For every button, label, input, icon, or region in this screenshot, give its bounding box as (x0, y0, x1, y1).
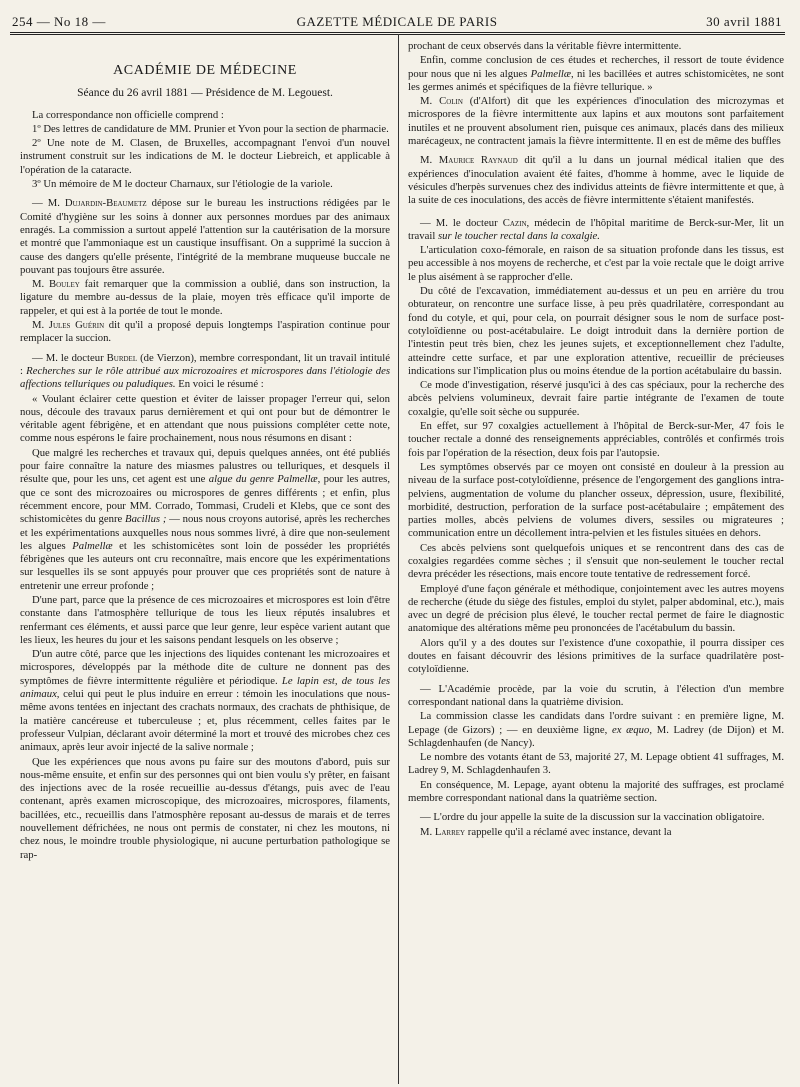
paragraph: Que malgré les recherches et travaux qui, depuis quelques années, ont été publiés pour faire connaître la nature des miasmes palustres ou telluriques, et desquels il résulte que, pour les uns, cet agent est une algue du genre Palmellæ, pour les autres, que ce sont des microzoaires ou microspores de genres différents ; et enfin, plus récemment encore, pour MM. Corrado, Tommasi, Crudeli et Klebs, que ce sont des schistomicètes du genre Bacillus ; — nous nous croyons autorisé, après les recherches et les expérimentations auxquelles nous nous sommes livré, à dire que non-seulement les algues Palmellæ et les schistomicètes sont loin de posséder les propriétés fébrigènes que les auteurs ont cru reconnaître, mais encore que les expérimentations sur lesquelles ils se sont appuyés pour prouver que ces propriétés sont de nature à entretenir une erreur profonde ; (20, 446, 390, 592)
speaker-name: M. Maurice Raynaud (420, 154, 518, 167)
speaker-name: Cazin (502, 216, 527, 229)
speaker-name: Burdel (106, 351, 138, 364)
paragraph: L'articulation coxo-fémorale, en raison de sa situation profonde dans les tissus, est peu accessible à nos moyens de recherche, et c'est par la voie rectale que le doigt arrive le plus aisément à se rapprocher d'elle. (408, 244, 784, 283)
paragraph: prochant de ceux observés dans la véritable fièvre intermittente. (408, 40, 682, 52)
column-divider (398, 34, 399, 1084)
paragraph: Les symptômes observés par ce moyen ont consisté en douleur à la pression au niveau de la surface post-cotyloïdienne, présence de l'engorgement des ganglions intra-pelviens, augmentation de volume du plancher osseux, dépression, usure, flexibilité, morbidité, destruction, perforation de la surface post-acétabulaire ; empâtement des parties molles, abcès pelviens de volumes divers, sessiles ou migrateures ; communication entre un décollement intra-pelvien et les fistules situées en dehors. (408, 460, 784, 540)
journal-title: GAZETTE MÉDICALE DE PARIS (296, 14, 498, 29)
paragraph: 3º Un mémoire de M le docteur Charnaux, sur l'étiologie de la variole. (32, 178, 333, 191)
paragraph: M. Colin (d'Alfort) dit que les expériences d'inoculation des microzymas et microspores de la fièvre intermittente aux lapins et aux moutons sont parfaitement inutiles et ne prouvent absolument rien, puisque ces animaux, placés dans des milieux marécageux, ne contractent jamais la fièvre intermittente. Il en est de même des buffles (408, 95, 784, 148)
paragraph: Enfin, comme conclusion de ces études et recherches, il ressort de toute évidence pour nous que ni les algues Palmellæ, ni les bacillées et autres schistomicètes, ne sont les germes animés et spécifiques de la fièvre tellurique. » (408, 54, 784, 93)
paragraph: Alors qu'il y a des doutes sur l'existence d'une coxopathie, il pourra dissiper ces doutes en faisant découvrir des lésions primitives de la surface quadrilatère post-cotyloïdienne. (408, 636, 784, 676)
paragraph: M. Maurice Raynaud dit qu'il a lu dans un journal médical italien que des expériences d'inoculation avaient été faites, d'homme à homme, avec le liquide de vésicules d'herpès survenues chez des individus atteints de fièvre intermittente et que, à la suite de ces inoculations, des accès de fièvre intermittente s'étaient manifestés. (408, 154, 784, 207)
seance-line: Séance du 26 avril 1881 — Présidence de M. Legouest. (77, 87, 333, 100)
paragraph: M. Bouley fait remarquer que la commission a oublié, dans son instruction, la ligature du membre au-dessus de la plaie, moyen très efficace qu'il importe de rappeler, et qui est à la portée de tout le monde. (20, 278, 390, 317)
speaker-name: M. Larrey (420, 825, 466, 838)
issue-date: 30 avril 1881 (706, 14, 782, 29)
section-title: ACADÉMIE DE MÉDECINE (113, 63, 297, 78)
work-title: sur le toucher rectal dans la coxalgie. (437, 229, 600, 242)
paragraph: M. Larrey rappelle qu'il a réclamé avec instance, devant la (420, 825, 672, 838)
paragraph: 1º Des lettres de candidature de MM. Prunier et Yvon pour la section de pharmacie. (32, 122, 389, 135)
paragraph: La commission classe les candidats dans l'ordre suivant : en première ligne, M. Lepage (de Gizors) ; — en deuxième ligne, ex æquo, M. Ladrey (de Dijon) et M. Schlagdenhaufen (de Nancy). (408, 710, 784, 749)
paragraph: — L'ordre du jour appelle la suite de la discussion sur la vaccination obligatoire. (420, 811, 765, 824)
paragraph: En conséquence, M. Lepage, ayant obtenu la majorité des suffrages, est proclamé membre correspondant national dans la quatrième section. (408, 778, 784, 805)
paragraph: — M. le docteur Cazin, médecin de l'hôpital maritime de Berck-sur-Mer, lit un travail sur le toucher rectal dans la coxalgie. (408, 216, 784, 242)
speaker-name: — M. Dujardin-Beaumetz (32, 197, 147, 210)
left-column (20, 40, 390, 1085)
paragraph: 2º Une note de M. Clasen, de Bruxelles, accompagnant l'envoi d'un nouvel instrument construit sur les indications de M. le docteur Liebreich, et applicable à l'opération de la cataracte. (20, 137, 390, 176)
paragraph: Que les expériences que nous avons pu faire sur des moutons d'abord, puis sur nous-même ensuite, et enfin sur des personnes qui ont bien voulu s'y prêter, en faisant des injections avec de la rosée recueillie au-dessus d'étangs, puis avec de l'eau contenant, après examen microscopique, des microzoaires, microspores, filaments, bacillées, etc., recueillis dans l'atmosphère reposant au-dessus de marais et de terres nouvellement défrichées, ne nous ont permis de constater, ni chez les moutons, ni chez nous, le moindre trouble physiologique, ni aucune perturbation pathologique se rap- (20, 755, 390, 861)
paragraph: — L'Académie procède, par la voie du scrutin, à l'élection d'un membre correspondant national dans la quatrième division. (408, 682, 784, 708)
right-column (408, 40, 784, 1085)
page-number: 254 — No 18 — (12, 14, 106, 29)
paragraph: Employé d'une façon générale et méthodique, conjointement avec les autres moyens de recherche (étude du siège des fistules, emploi du stylet, palper abdominal, etc.), mais avec un degré de précision plus élevé, le toucher rectal permet de faire le diagnostic anatomique des altérations même peu prononcées de l'acétabulum du bassin. (408, 582, 784, 635)
paragraph: En effet, sur 97 coxalgies actuellement à l'hôpital de Berck-sur-Mer, 47 fois le toucher rectale a donné des renseignements appréciables, contrôlés et confirmés trois fois par l'opération de la résection, deux fois par l'autopsie. (408, 420, 784, 459)
paragraph: Ce mode d'investigation, réservé jusqu'ici à des cas spéciaux, pour la recherche des abcès pelviens volumineux, devrait faire partie intégrante de l'examen de toute coxalgie, qu'elle soit sèche ou suppurée. (408, 379, 784, 418)
paragraph: Du côté de l'excavation, immédiatement au-dessus et un peu en arrière du trou obturateur, on rencontre une surface lisse, à peu près quadrilatère, correspondant au fond du cotyle, et qui, pour cela, on pourrait désigner sous le nom de surface post-cotyloïdienne ou post-acétabulaire. Le doigt introduit dans la dernière portion de l'intestin peut très bien, chez les jeunes sujets, et exceptionnellement chez l'adulte, atteindre cette surface, et par une exploration attentive, recueillir de précieuses indications sur l'implication plus ou moins étendue de la portion acétabulaire du bassin. (408, 285, 784, 377)
page-header (12, 8, 782, 30)
paragraph: — M. Dujardin-Beaumetz dépose sur le bureau les instructions rédigées par le Comité d'hygiène sur les soins à donner aux personnes mordues par des animaux enragés. La commission a surtout appelé l'attention sur la cautérisation de la morsure et montré que l'ammoniaque est un caustique insuffisant. On a supprimé la succion à cause des dangers qu'elle présente, l'intégrité de la membrane muqueuse buccale ne pouvant pas toujours être assurée. (20, 197, 390, 276)
speaker-name: M. Jules Guérin (32, 319, 105, 332)
paragraph: Ces abcès pelviens sont quelquefois uniques et se rencontrent dans des cas de coxalgies regardées comme sèches ; il s'ensuit que non-seulement le toucher rectal devra précéder les résections, mais encore toute tentative de redressement forcé. (408, 541, 784, 581)
speaker-name: M. Colin (420, 95, 463, 108)
speaker-name: M. Bouley (32, 278, 80, 291)
paragraph: M. Jules Guérin dit qu'il a proposé depuis longtemps l'aspiration continue pour remplacer la succion. (20, 319, 390, 345)
paragraph: Le nombre des votants étant de 53, majorité 27, M. Lepage obtient 41 suffrages, M. Ladrey 9, M. Schlagdenhaufen 3. (408, 751, 784, 777)
paragraph: D'une part, parce que la présence de ces microzoaires et microspores est loin d'être constante dans l'atmosphère tellurique de tous les lieux réputés insalubres et renfermant ces éléments, et aussi parce que leur genre, leur espèce varient autant que les lieux, les heures du jour et les saisons pendant lesquels on les observe ; (20, 593, 390, 646)
paragraph: La correspondance non officielle comprend : (32, 108, 224, 121)
paragraph: « Voulant éclairer cette question et éviter de laisser propager l'erreur qui, selon nous, découle des travaux parus dernièrement et qui ont pour but de démontrer le véritable agent fébrigène, et en attendant que nous puissions compléter cette note, comme nous espérons le faire prochainement, nous nous résumons en disant : (20, 392, 390, 445)
paragraph: D'un autre côté, parce que les injections des liquides contenant les microzoaires et microspores, développés par la méthode dite de culture ne donnent pas des symptômes de fièvre intermittente régulière et périodique. Le lapin est, de tous les animaux, celui qui peut le plus induire en erreur : témoin les inoculations que nous-même avons tentées en injectant des crachats normaux, des crachats de phthisique, de la matière cancéreuse et tuberculeuse ; et, plus récemment, celles faites par le professeur Vulpian, déclarant avoir déterminé la mort et trouvé des microbes chez ces animaux, après leur avoir injecté de la salive normale ; (20, 648, 390, 754)
paragraph: — M. le docteur Burdel (de Vierzon), membre correspondant, lit un travail intitulé : Recherches sur le rôle attribué aux microzoaires et microspores dans l'étiologie des affections telluriques ou paludiques. En voici le résumé : (20, 351, 390, 391)
work-title: Recherches sur le rôle attribué aux microzoaires et microspores dans l'étiologie des affections telluriques ou paludiques. (20, 364, 390, 391)
